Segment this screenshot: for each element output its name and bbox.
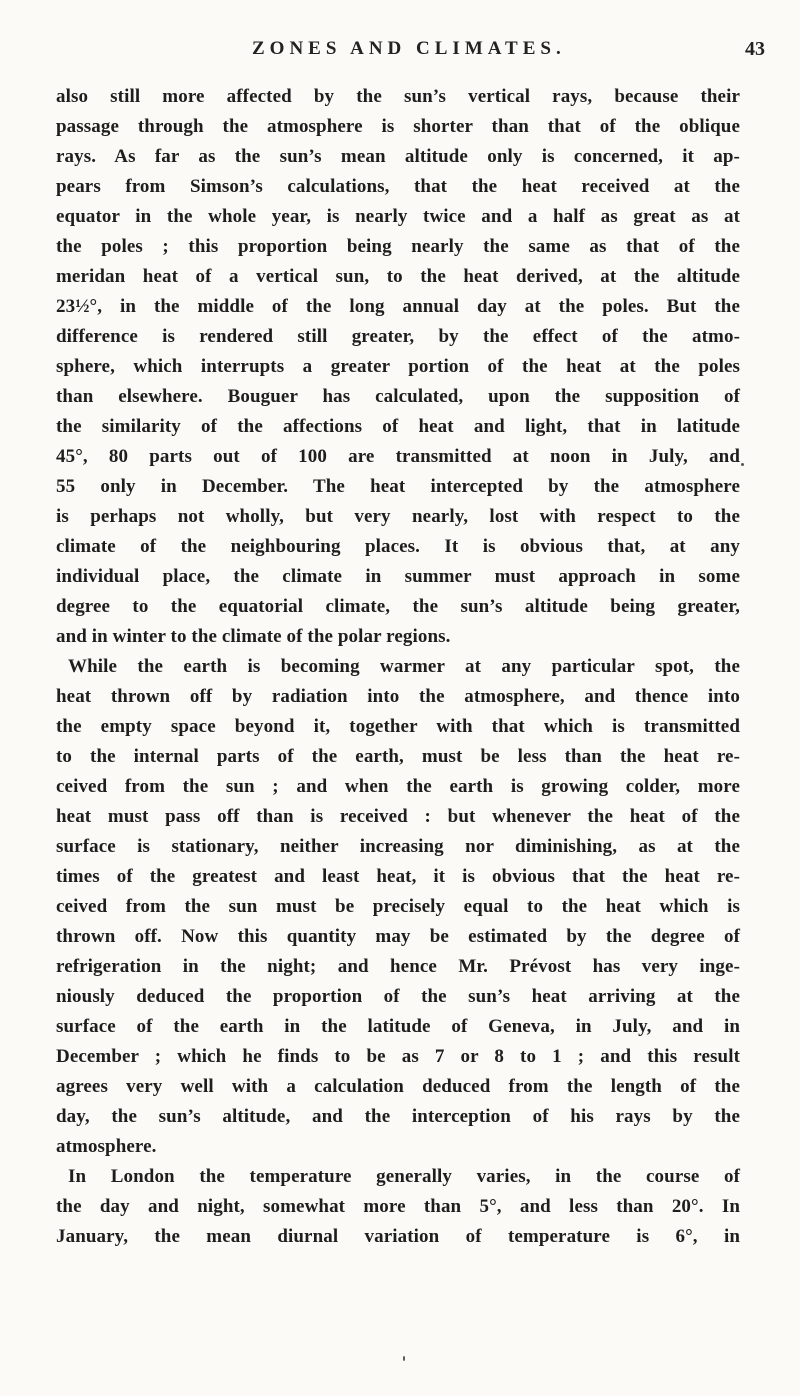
text-line: individual place, the climate in summer must approach in some — [56, 566, 740, 587]
text-line: heat thrown off by radiation into the atmosphere, and thence into — [56, 686, 740, 707]
ink-speck — [403, 1356, 405, 1361]
text-line: the empty space beyond it, together with that which is transmitted — [56, 716, 740, 737]
text-line: times of the greatest and least heat, it is obvious that the heat re- — [56, 866, 740, 887]
text-line: ceived from the sun ; and when the earth is growing colder, more — [56, 776, 740, 797]
paragraph-start-line: In London the temperature generally varies, in the course of — [68, 1166, 740, 1187]
text-line: the poles ; this proportion being nearly the same as that of the — [56, 236, 740, 257]
text-line: sphere, which interrupts a greater portion of the heat at the poles — [56, 356, 740, 377]
text-line: 45°, 80 parts out of 100 are transmitted at noon in July, and — [56, 446, 740, 467]
text-line: than elsewhere. Bouguer has calculated, upon the supposition of — [56, 386, 740, 407]
text-line: thrown off. Now this quantity may be estimated by the degree of — [56, 926, 740, 947]
text-line: surface of the earth in the latitude of Geneva, in July, and in — [56, 1016, 740, 1037]
text-line: meridan heat of a vertical sun, to the heat derived, at the altitude — [56, 266, 740, 287]
text-line: January, the mean diurnal variation of temperature is 6°, in — [56, 1226, 740, 1247]
text-line: heat must pass off than is received : but whenever the heat of the — [56, 806, 740, 827]
text-line: 23½°, in the middle of the long annual day at the poles. But the — [56, 296, 740, 317]
running-head — [0, 30, 800, 70]
text-line: passage through the atmosphere is shorter than that of the oblique — [56, 116, 740, 137]
text-line: difference is rendered still greater, by the effect of the atmo- — [56, 326, 740, 347]
text-line: ceived from the sun must be precisely equal to the heat which is — [56, 896, 740, 917]
text-line: surface is stationary, neither increasing nor diminishing, as at the — [56, 836, 740, 857]
page-number: 43 — [745, 38, 765, 60]
text-line: equator in the whole year, is nearly twice and a half as great as at — [56, 206, 740, 227]
text-line: 55 only in December. The heat intercepted by the atmosphere — [56, 476, 740, 497]
text-line: the day and night, somewhat more than 5°, and less than 20°. In — [56, 1196, 740, 1217]
text-line: climate of the neighbouring places. It is obvious that, at any — [56, 536, 740, 557]
body-text — [56, 82, 740, 1252]
paragraph-end-line: and in winter to the climate of the polar regions. — [56, 626, 451, 647]
text-line: day, the sun’s altitude, and the interception of his rays by the — [56, 1106, 740, 1127]
text-line: degree to the equatorial climate, the sun’s altitude being greater, — [56, 596, 740, 617]
paragraph-start-line: While the earth is becoming warmer at any particular spot, the — [68, 656, 740, 677]
running-title: ZONES AND CLIMATES. — [252, 38, 566, 59]
ink-speck — [741, 463, 744, 466]
text-line: is perhaps not wholly, but very nearly, lost with respect to the — [56, 506, 740, 527]
text-line: niously deduced the proportion of the sun’s heat arriving at the — [56, 986, 740, 1007]
text-line: also still more affected by the sun’s vertical rays, because their — [56, 86, 740, 107]
text-line: refrigeration in the night; and hence Mr. Prévost has very inge- — [56, 956, 740, 977]
text-line: pears from Simson’s calculations, that the heat received at the — [56, 176, 740, 197]
text-line: rays. As far as the sun’s mean altitude only is concerned, it ap- — [56, 146, 740, 167]
text-line: December ; which he finds to be as 7 or 8 to 1 ; and this result — [56, 1046, 740, 1067]
text-line: to the internal parts of the earth, must be less than the heat re- — [56, 746, 740, 767]
paragraph-end-line: atmosphere. — [56, 1136, 157, 1157]
text-line: the similarity of the affections of heat and light, that in latitude — [56, 416, 740, 437]
text-line: agrees very well with a calculation deduced from the length of the — [56, 1076, 740, 1097]
